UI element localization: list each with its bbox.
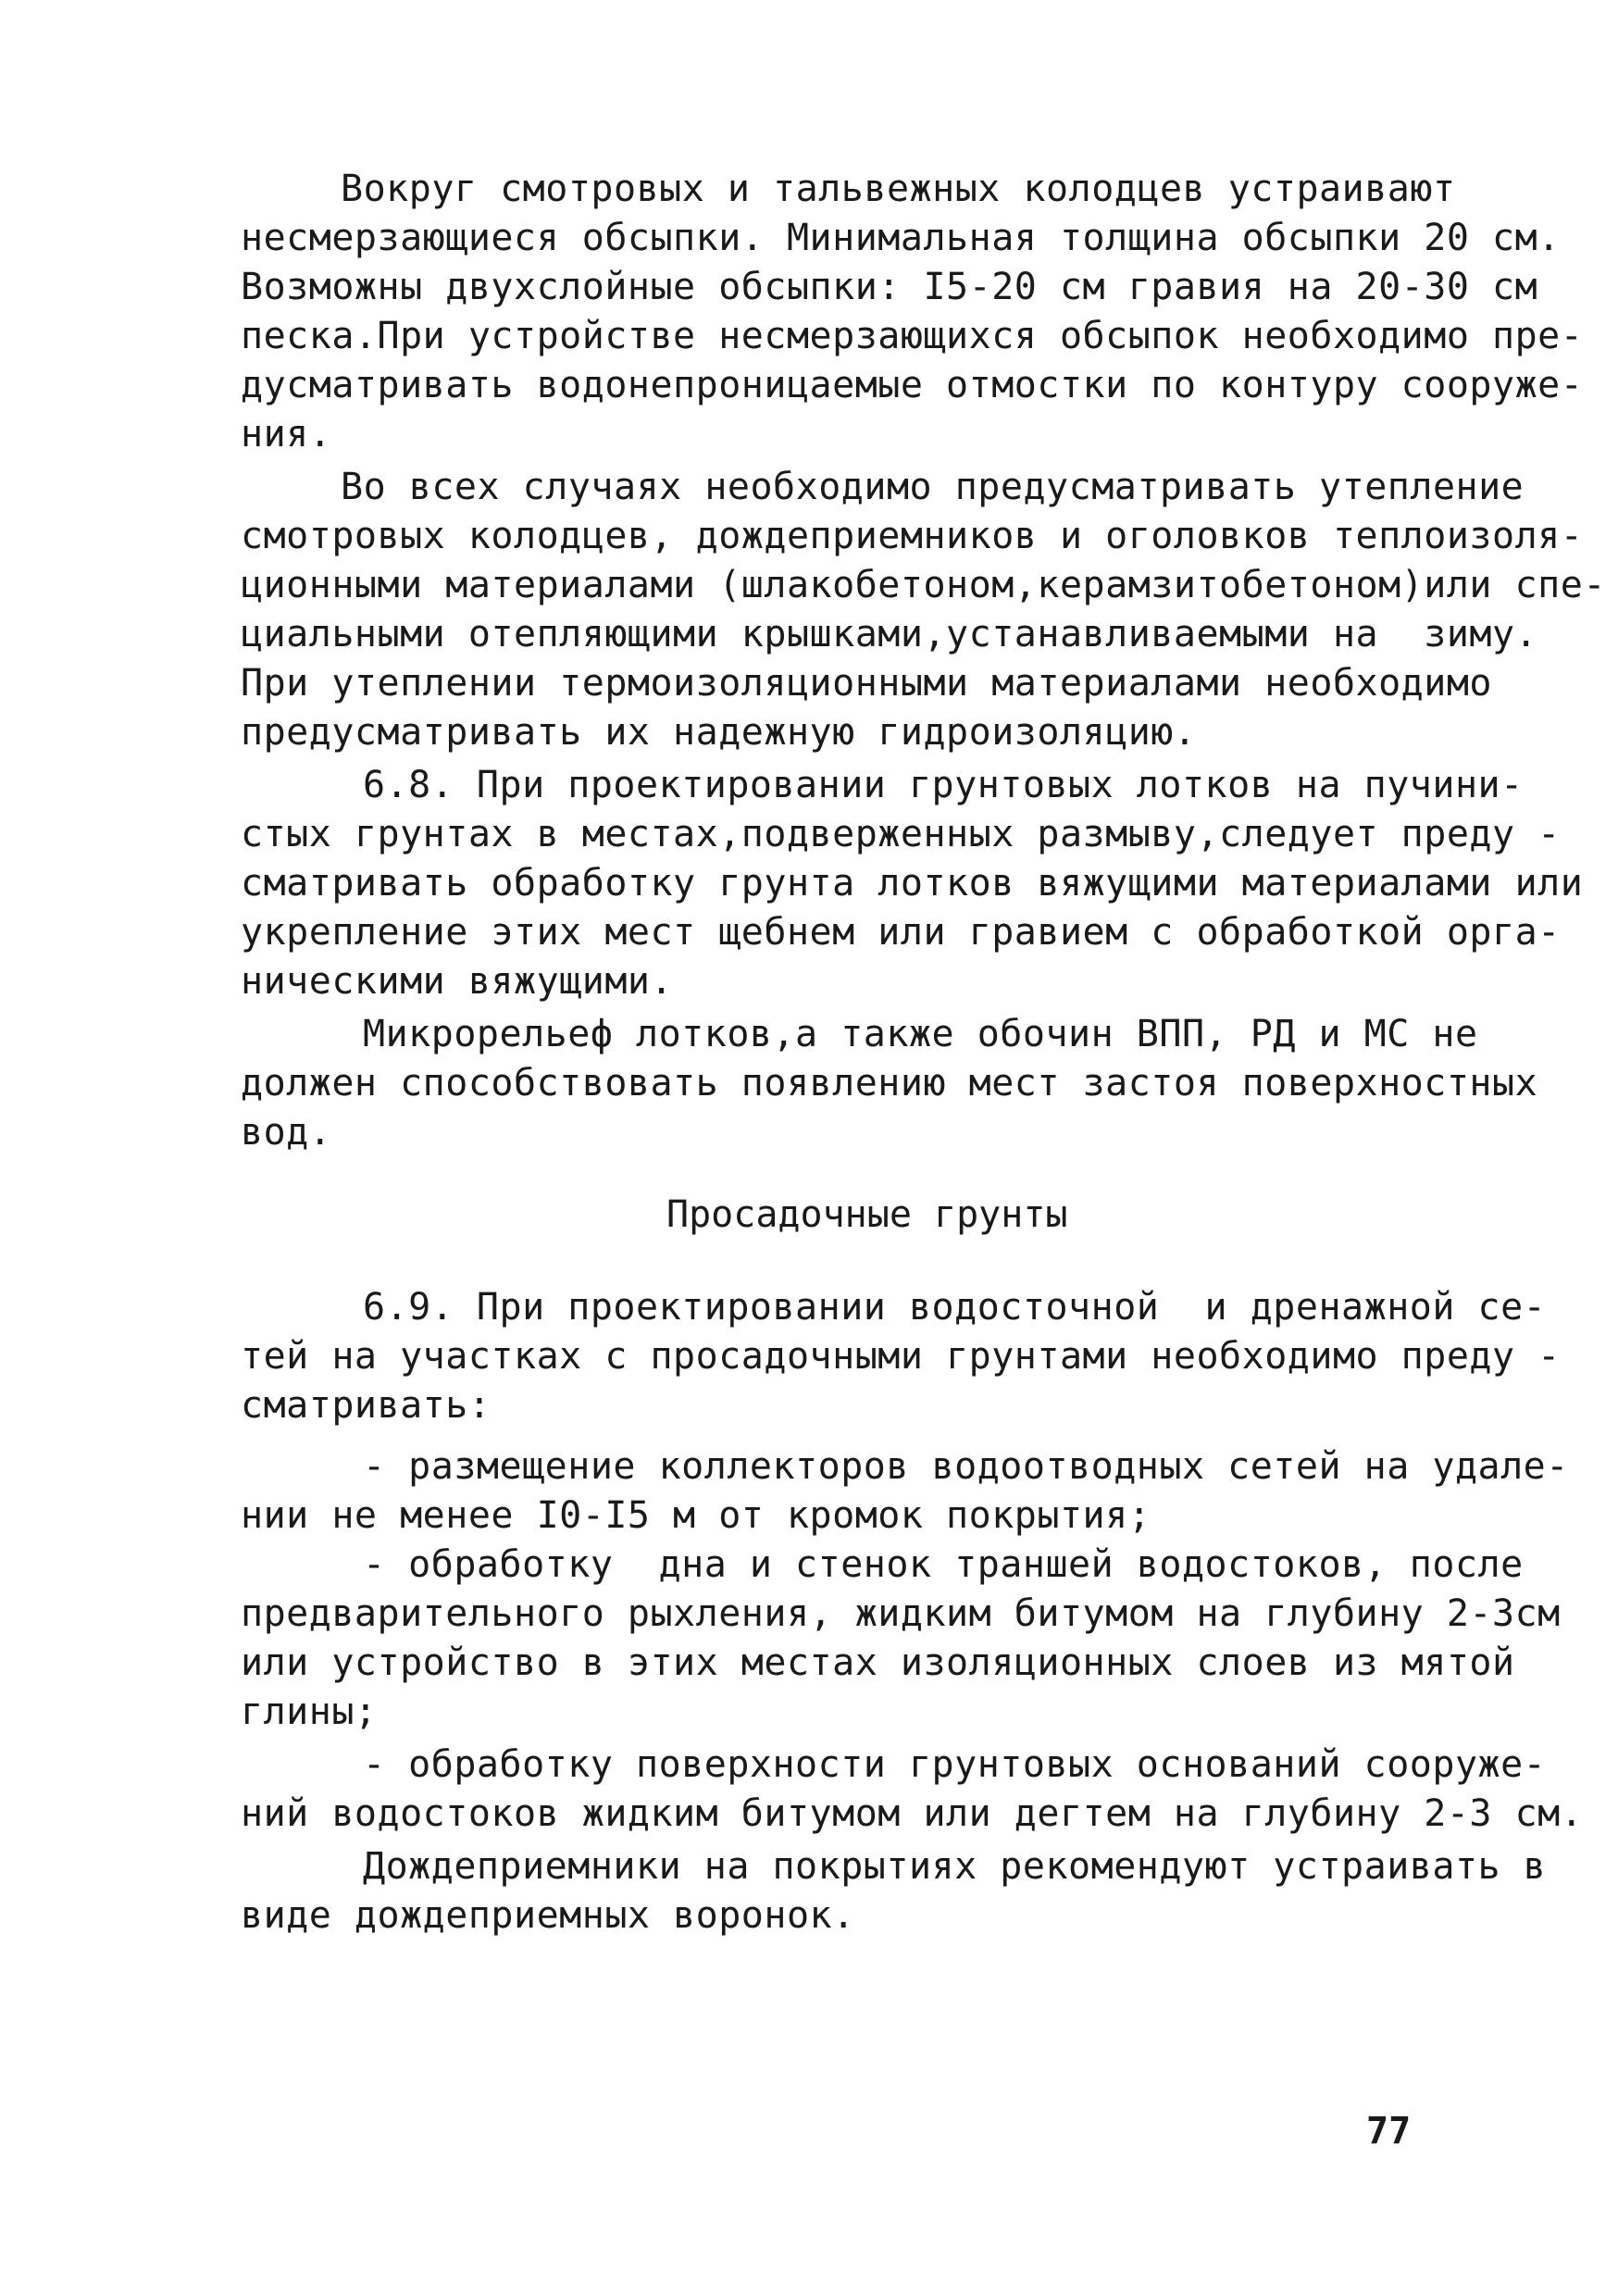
list-item-line: предварительного рыхления, жидким битумом на глубину 2-3см (241, 1592, 1561, 1635)
text-line: песка.При устройстве несмерзающихся обсыпок необходимо пре- (241, 315, 1584, 357)
text-line: 6.9. При проектировании водосточной и дренажной се- (363, 1286, 1547, 1329)
text-line: Вокруг смотровых и тальвежных колодцев устраивают (341, 168, 1456, 210)
text-line: дусматривать водонепроницаемые отмостки по контуру сооруже- (241, 364, 1584, 406)
text-line: смотровых колодцев, дождеприемников и оголовков теплоизоля- (241, 515, 1584, 557)
text-line: должен способствовать появлению мест застоя поверхностных (241, 1062, 1538, 1104)
text-line: Возможны двухслойные обсыпки: I5-20 см гравия на 20-30 см (241, 266, 1538, 308)
text-line: 6.8. При проектировании грунтовых лотков на пучини- (363, 764, 1524, 806)
text-line: укрепление этих мест щебнем или гравием с обработкой орга- (241, 911, 1561, 954)
text-line: ционными материалами (шлакобетоном,керамзитобетоном)или спе- (241, 564, 1606, 606)
list-item-line: - размещение коллекторов водоотводных сетей на удале- (363, 1445, 1569, 1488)
text-line: циальными отепляющими крышками,устанавливаемыми на зиму. (241, 613, 1538, 655)
text-line: вод. (241, 1111, 332, 1154)
text-line: предусматривать их надежную гидроизоляцию. (241, 711, 1197, 754)
text-line: несмерзающиеся обсыпки. Минимальная толщина обсыпки 20 см. (241, 217, 1561, 259)
list-item-line: - обработку дна и стенок траншей водостоков, после (363, 1543, 1524, 1586)
text-line: виде дождеприемных воронок. (241, 1894, 855, 1937)
text-line: ническими вяжущими. (241, 960, 674, 1003)
text-line: Во всех случаях необходимо предусматривать утепление (341, 466, 1525, 508)
list-item-line: ний водостоков жидким битумом или дегтем на глубину 2-3 см. (241, 1792, 1584, 1835)
list-item-line: или устройство в этих местах изоляционных слоев из мятой (241, 1641, 1515, 1684)
text-line: ния. (241, 413, 332, 455)
text-line: Микрорельеф лотков,а также обочин ВПП, РД и МС не (363, 1013, 1478, 1055)
list-item-line: нии не менее I0-I5 м от кромок покрытия; (241, 1494, 1151, 1537)
text-line: сматривать: (241, 1384, 492, 1427)
text-line: Дождеприемники на покрытиях рекомендуют устраивать в (363, 1845, 1547, 1888)
text-line: сматривать обработку грунта лотков вяжущими материалами или (241, 862, 1584, 905)
text-line: При утеплении термоизоляционными материалами необходимо (241, 662, 1493, 705)
text-line: тей на участках с просадочными грунтами необходимо преду - (241, 1335, 1561, 1378)
page-number: 77 (1366, 2110, 1412, 2152)
list-item-line: - обработку поверхности грунтовых оснований сооруже- (363, 1743, 1547, 1786)
section-heading: Просадочные грунты (666, 1193, 1068, 1236)
list-item-line: глины; (241, 1691, 378, 1733)
text-line: стых грунтах в местах,подверженных размыву,следует преду - (241, 813, 1561, 855)
